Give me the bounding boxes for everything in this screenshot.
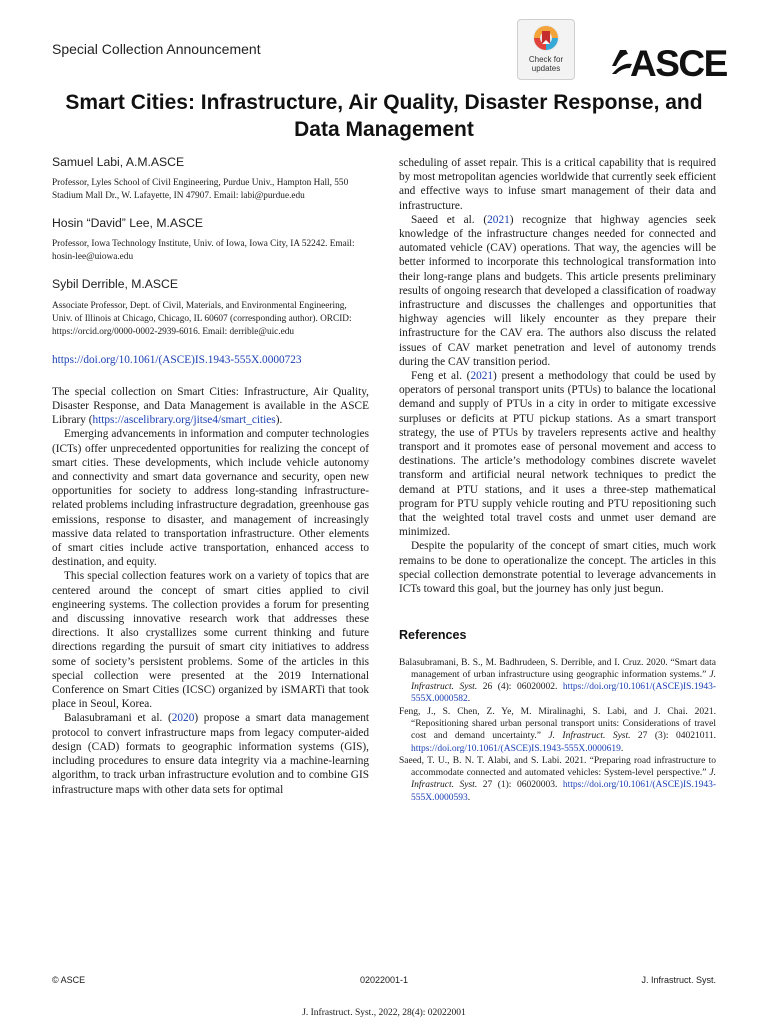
announcement-label: Special Collection Announcement: [52, 41, 261, 57]
reference-entry: Balasubramani, B. S., M. Badhrudeen, S. Derrible, and I. Cruz. 2020. “Smart data management of urban infrastructure using geographic information systems.” J. Infrastruct. Syst. 26 (4): 06020002. https://doi.org/10.1061/(ASCE)IS.1943-555X.0000582.: [399, 657, 716, 705]
body-paragraph: Balasubramani et al. (2020) propose a smart data management protocol to convert infrastructure maps from legacy computer-aided design (CAD) formats to geographic information systems (GIS), including procedures to ensure data integrity via a machine-learning algorithm, to track urban infrastructure evolution and to combine GIS infrastructure maps with other data sets for optimal: [52, 712, 370, 796]
footer-page-number: 02022001-1: [359, 975, 409, 985]
body-paragraph: scheduling of asset repair. This is a critical capability that is required by most metropolitan agencies worldwide that currently seek efficient and effective ways to infuse smart management of their data and infrastructure.: [399, 157, 716, 212]
references-heading: References: [399, 628, 467, 643]
asce-logo: [612, 40, 727, 84]
author-affiliation: Associate Professor, Dept. of Civil, Materials, and Environmental Engineering, Univ. of Illinois at Chicago, Chicago, IL 60607 (corresponding author). ORCID: https://orcid.org/0000-0002-2939-6016. Email: derrible@uic.edu: [52, 300, 352, 337]
reference-doi-link[interactable]: https://doi.org/10.1061/(ASCE)IS.1943-555X.0000593: [411, 780, 716, 803]
reference-entry: Feng, J., S. Chen, Z. Ye, M. Miralinaghi, S. Labi, and J. Chai. 2021. “Repositioning shared urban personal transport units: Considerations of travel cost and demand uncertainty.” J. Infrastruct. Syst. 27 (3): 04021011. https://doi.org/10.1061/(ASCE)IS.1943-555X.0000619.: [399, 706, 716, 754]
check-for-updates-badge[interactable]: [517, 19, 575, 80]
svg-text:ASCE: ASCE: [630, 43, 727, 84]
article-title: Smart Cities: Infrastructure, Air Quality, Disaster Response, and Data Management: [65, 91, 703, 141]
author-name: Hosin “David” Lee, M.ASCE: [52, 216, 204, 231]
footer-journal: J. Infrastruct. Syst.: [641, 975, 716, 985]
body-paragraph: Emerging advancements in information and computer technologies (ICTs) offer unprecedented opportunities for realizing the concept of smart cities. These developments, which include vehicle autonomy and connectivity and smart data governance and security, open new opportunities for society to address long-standing infrastructure-related problems including infrastructure degradation, greenhouse gas emissions, response to disaster, and management of increasingly massive data related to transportation infrastructure. Other elements of smart cities include active transportation, enhanced access to destination, and equity.: [52, 428, 369, 569]
reference-entry: Saeed, T. U., B. N. T. Alabi, and S. Labi. 2021. “Preparing road infrastructure to accommodate connected and automated vehicles: System-level perspective.” J. Infrastruct. Syst. 27 (1): 06020003. https://doi.org/10.1061/(ASCE)IS.1943-555X.0000593.: [399, 755, 716, 803]
body-paragraph: Despite the popularity of the concept of smart cities, much work remains to be done to operationalize the concept. The articles in this special collection demonstrate potential to leverage advancements in ICTs toward this goal, but the journey has only just begun.: [399, 540, 716, 596]
reference-doi-link[interactable]: https://doi.org/10.1061/(ASCE)IS.1943-555X.0000619: [411, 743, 621, 754]
author-affiliation: Professor, Lyles School of Civil Engineering, Purdue Univ., Hampton Hall, 550 Stadium Mall Dr., W. Lafayette, IN 47907. Email: labi@purdue.edu: [52, 178, 349, 202]
citation-link[interactable]: 2021: [470, 370, 494, 383]
right-column: [399, 156, 716, 804]
body-paragraph: Saeed et al. (2021) recognize that highway agencies seek knowledge of the infrastructure changes needed for connected and automated vehicle (CAV) operations. That way, the agencies will be better informed to incorporate this technological transformation into their long-range plans and budgets. This article presents preliminary results of ongoing research that developed a classification of roadway infrastructure and discusses the challenges and opportunities that highway agencies will likely encounter as they prepare their infrastructure for the CAV era. The authors also discuss the related issues of CAV market penetration and level of autonomy trends during the CAV transition period.: [399, 213, 716, 368]
citation-link[interactable]: 2020: [171, 712, 195, 725]
left-column: [52, 155, 369, 797]
author-name: Samuel Labi, A.M.ASCE: [52, 155, 185, 169]
body-paragraph: This special collection features work on a variety of topics that are centered around the concept of smart cities applied to civil engineering systems. The collection provides a forum for presenting and discussing innovative research work that addresses these directions. It also crystallizes some current thinking and future directions regarding the pursuit of smart city initiatives to address some of society’s persistent problems. Some of the articles in this special collection were presented at the 2019 International Conference on Smart Cities (ICSC) organized by iSMARTi that took place in Seoul, Korea.: [52, 570, 369, 711]
citation-link[interactable]: 2021: [487, 213, 510, 226]
author-affiliation: Professor, Iowa Technology Institute, Univ. of Iowa, Iowa City, IA 52242. Email: hosin-lee@uiowa.edu: [52, 239, 355, 263]
check-for-updates-label: Check for updates: [528, 55, 564, 73]
body-paragraph: The special collection on Smart Cities: Infrastructure, Air Quality, Disaster Response, and Data Management is available in the ASCE Library (https://ascelibrary.org/jitse4/smart_cities).: [52, 385, 369, 427]
crossmark-icon: [532, 24, 560, 54]
author-name: Sybil Derrible, M.ASCE: [52, 277, 178, 292]
body-paragraph: Feng et al. (2021) present a methodology that could be used by operators of personal transport units (PTUs) to balance the locational demand and supply of PTUs in a city in order to mitigate excessive surpluses or deficits at PTU pickup stations. As a smart transport strategy, the use of PTUs by travelers represents active and healthy transport and it promotes ease of personal movement and access to destinations. The article’s methodology combines discrete wavelet transform and artificial neural network techniques to predict the demand at PTU stations, and it uses a three-step mathematical program for PTU supply vehicle routing and PTU repositioning such that the weighted total travel costs and unmet user demand are minimized.: [399, 370, 716, 539]
collection-link[interactable]: https://ascelibrary.org/jitse4/smart_cities: [92, 414, 276, 427]
bottom-citation: J. Infrastruct. Syst., 2022, 28(4): 02022001: [302, 1008, 466, 1018]
footer-copyright: © ASCE: [52, 975, 86, 985]
reference-doi-link[interactable]: https://doi.org/10.1061/(ASCE)IS.1943-555X.0000582: [411, 682, 716, 705]
doi-link[interactable]: https://doi.org/10.1061/(ASCE)IS.1943-555X.0000723: [52, 353, 302, 366]
